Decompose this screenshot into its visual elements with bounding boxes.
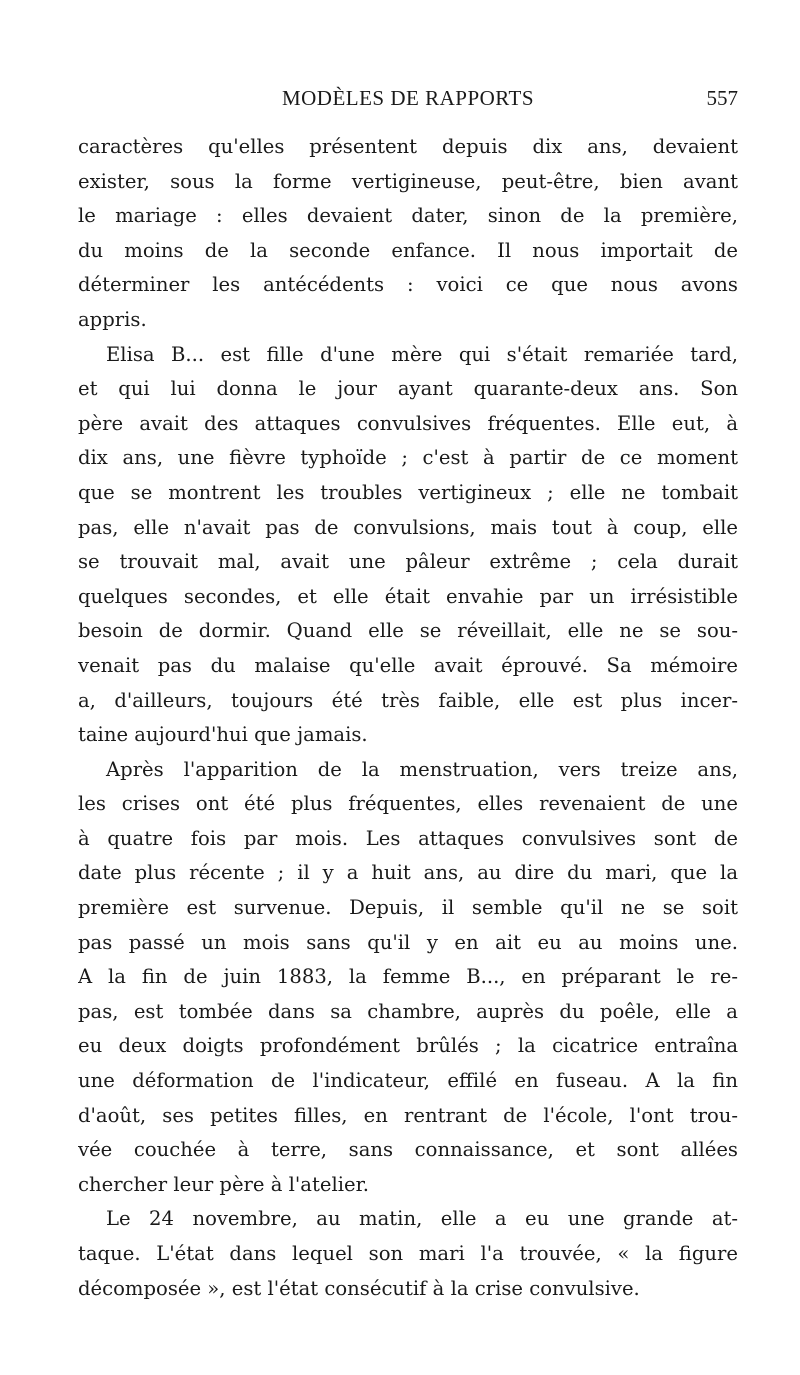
body-text [78, 130, 738, 1306]
paragraph-start-line: Elisa B... est fille d'une mère qui s'était remariée tard, [106, 342, 738, 366]
text-line: dix ans, une fièvre typhoïde ; c'est à partir de ce moment [78, 446, 738, 470]
text-line: a, d'ailleurs, toujours été très faible, elle est plus incer- [78, 688, 738, 712]
text-line: pas, est tombée dans sa chambre, auprès du poêle, elle a [78, 999, 738, 1023]
text-line: taine aujourd'hui que jamais. [78, 723, 368, 747]
text-line: le mariage : elles devaient dater, sinon de la première, [78, 204, 738, 228]
text-line: à quatre fois par mois. Les attaques convulsives sont de [78, 826, 738, 850]
text-line: date plus récente ; il y a huit ans, au dire du mari, que la [78, 861, 738, 885]
text-line: pas passé un mois sans qu'il y en ait eu au moins une. [78, 930, 738, 954]
text-line: que se montrent les troubles vertigineux ; elle ne tombait [78, 480, 738, 504]
text-line: première est survenue. Depuis, il semble qu'il ne se soit [78, 896, 738, 920]
text-line: eu deux doigts profondément brûlés ; la cicatrice entraîna [78, 1034, 738, 1058]
text-line: appris. [78, 307, 147, 331]
paragraph-start-line: Après l'apparition de la menstruation, vers treize ans, [106, 757, 738, 781]
text-line: d'août, ses petites filles, en rentrant de l'école, l'ont trou- [78, 1103, 738, 1127]
running-head [78, 86, 738, 116]
text-line: se trouvait mal, avait une pâleur extrême ; cela durait [78, 550, 738, 574]
text-line: exister, sous la forme vertigineuse, peut-être, bien avant [78, 169, 738, 193]
text-line: pas, elle n'avait pas de convulsions, mais tout à coup, elle [78, 515, 738, 539]
text-line: besoin de dormir. Quand elle se réveillait, elle ne se sou- [78, 619, 738, 643]
text-line: père avait des attaques convulsives fréquentes. Elle eut, à [78, 411, 738, 435]
text-line: quelques secondes, et elle était envahie par un irrésistible [78, 584, 738, 608]
text-line: déterminer les antécédents : voici ce que nous avons [78, 273, 738, 297]
text-line: vée couchée à terre, sans connaissance, et sont allées [78, 1138, 738, 1162]
text-line: décomposée », est l'état consécutif à la crise convulsive. [78, 1276, 640, 1300]
text-line: une déformation de l'indicateur, effilé en fuseau. A la fin [78, 1069, 738, 1093]
text-line: A la fin de juin 1883, la femme B..., en préparant le re- [78, 965, 738, 989]
text-line: du moins de la seconde enfance. Il nous importait de [78, 238, 738, 262]
text-line: chercher leur père à l'atelier. [78, 1172, 370, 1196]
text-line: les crises ont été plus fréquentes, elles revenaient de une [78, 792, 738, 816]
text-line: caractères qu'elles présentent depuis dix ans, devaient [78, 135, 738, 158]
paragraph-start-line: Le 24 novembre, au matin, elle a eu une grande at- [106, 1207, 738, 1231]
text-line: venait pas du malaise qu'elle avait éprouvé. Sa mémoire [78, 653, 738, 677]
text-line: taque. L'état dans lequel son mari l'a trouvée, « la figure [78, 1242, 738, 1265]
running-title: MODÈLES DE RAPPORTS [281, 86, 535, 110]
text-line: et qui lui donna le jour ayant quarante-deux ans. Son [78, 377, 738, 401]
page-number: 557 [706, 86, 738, 110]
